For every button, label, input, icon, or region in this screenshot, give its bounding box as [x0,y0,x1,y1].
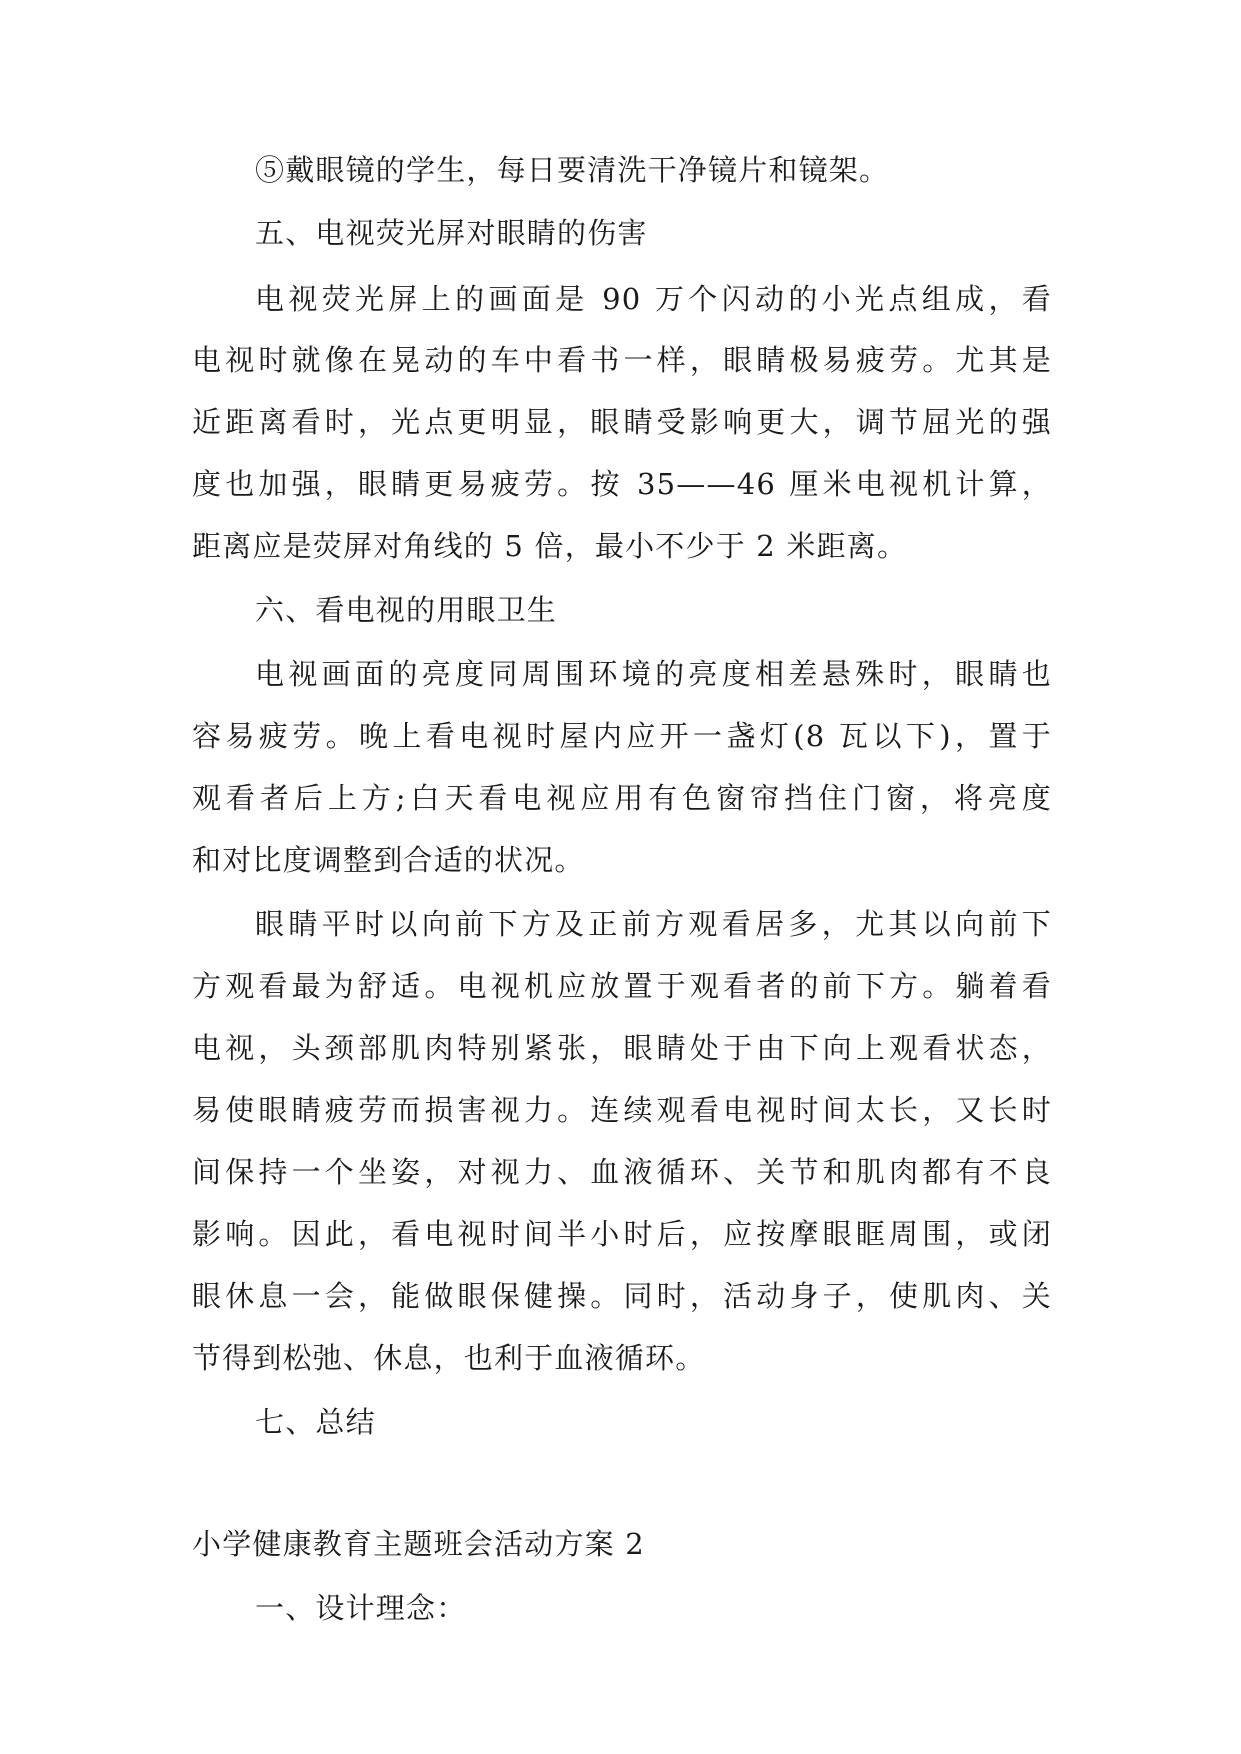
section-heading-summary: 七、总结 [255,1405,376,1439]
paragraph-line: 观看者后上方;白天看电视应用有色窗帘挡住门窗，将亮度 [192,781,1052,815]
paragraph-line: 和对比度调整到合适的状况。 [192,843,585,877]
paragraph-line: 方观看最为舒适。电视机应放置于观看者的前下方。躺着看 [192,969,1052,1003]
section-heading-tv-eye-hygiene: 六、看电视的用眼卫生 [255,593,558,627]
section-heading-design-concept: 一、设计理念： [255,1591,467,1625]
paragraph-line: 电视时就像在晃动的车中看书一样，眼睛极易疲劳。尤其是 [192,343,1052,377]
paragraph-line: 容易疲劳。晚上看电视时屋内应开一盏灯(8 瓦以下)，置于 [192,719,1052,753]
paragraph-line: 电视画面的亮度同周围环境的亮度相差悬殊时，眼睛也 [255,657,1052,691]
paragraph-line: 电视荧光屏上的画面是 90 万个闪动的小光点组成，看 [255,282,1052,316]
paragraph-line: 距离应是荧屏对角线的 5 倍，最小不少于 2 米距离。 [192,529,908,563]
paragraph-line: 电视，头颈部肌肉特别紧张，眼睛处于由下向上观看状态， [192,1031,1052,1065]
paragraph-line: 眼休息一会，能做眼保健操。同时，活动身子，使肌肉、关 [192,1279,1052,1313]
section-heading-tv-screen-harm: 五、电视荧光屏对眼睛的伤害 [255,216,648,250]
paragraph-line: 节得到松弛、休息，也利于血液循环。 [192,1341,706,1375]
document-title-plan-2: 小学健康教育主题班会活动方案 2 [192,1527,645,1561]
paragraph-line: 易使眼睛疲劳而损害视力。连续观看电视时间太长，又长时 [192,1093,1052,1127]
paragraph-line: 间保持一个坐姿，对视力、血液循环、关节和肌肉都有不良 [192,1155,1052,1189]
paragraph-line: 度也加强，眼睛更易疲劳。按 35——46 厘米电视机计算， [192,467,1052,501]
list-item-clean-glasses: ⑤戴眼镜的学生，每日要清洗干净镜片和镜架。 [255,153,890,187]
paragraph-line: 眼睛平时以向前下方及正前方观看居多，尤其以向前下 [255,907,1052,941]
paragraph-line: 影响。因此，看电视时间半小时后，应按摩眼眶周围，或闭 [192,1217,1052,1251]
paragraph-line: 近距离看时，光点更明显，眼睛受影响更大，调节屈光的强 [192,405,1052,439]
